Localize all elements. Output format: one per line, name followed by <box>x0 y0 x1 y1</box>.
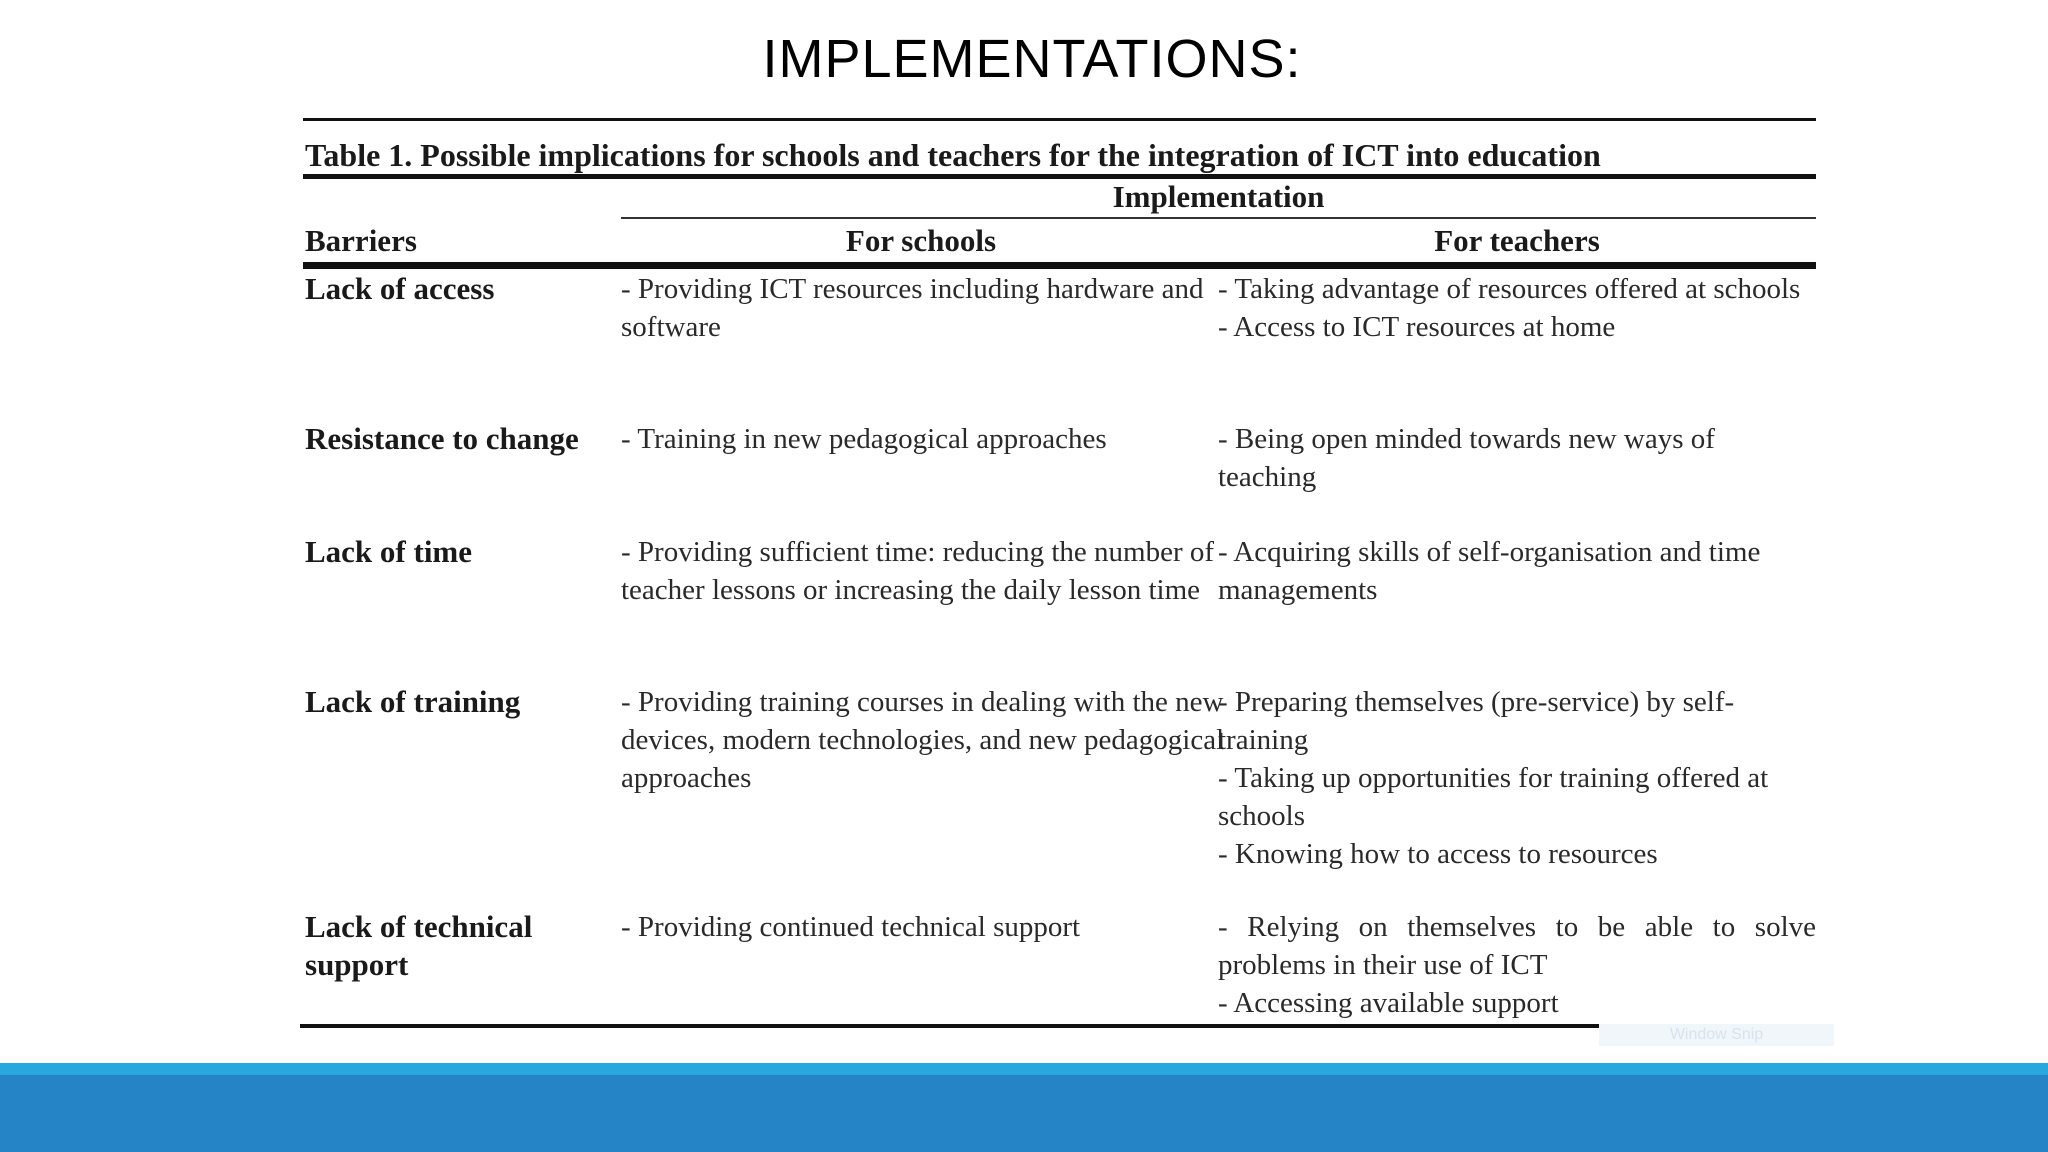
teachers-item: - Preparing themselves (pre-service) by self-training <box>1218 686 1735 756</box>
teachers-item: - Being open minded towards new ways of teaching <box>1218 423 1715 493</box>
table-bottom-rule <box>300 1024 1816 1028</box>
barrier-cell: Lack of technical support <box>305 909 533 982</box>
implementation-group-header: Implementation <box>1112 179 1325 214</box>
column-header-for-teachers: For teachers <box>1434 223 1600 258</box>
teachers-item: - Taking up opportunities for training offered at schools <box>1218 762 1769 832</box>
schools-cell: - Training in new pedagogical approaches <box>621 423 1107 455</box>
ict-implications-table <box>303 118 1816 1028</box>
table-top-rule <box>303 118 1816 121</box>
table-caption: Table 1. Possible implications for schools and teachers for the integration of ICT into education <box>305 137 1601 173</box>
teachers-cell <box>1218 908 1816 1022</box>
teachers-cell <box>1218 420 1816 496</box>
schools-cell: - Providing sufficient time: reducing the number of teacher lessons or increasing the daily lesson time <box>621 536 1215 606</box>
schools-cell: - Providing continued technical support <box>621 911 1081 943</box>
teachers-item: - Access to ICT resources at home <box>1218 311 1616 343</box>
barrier-cell: Lack of training <box>305 684 521 719</box>
barrier-cell: Lack of time <box>305 534 473 569</box>
column-header-barriers: Barriers <box>305 223 417 258</box>
teachers-cell <box>1218 270 1816 346</box>
barrier-cell: Resistance to change <box>305 421 579 456</box>
schools-cell: - Providing ICT resources including hardware and software <box>621 273 1204 343</box>
teachers-item: - Knowing how to access to resources <box>1218 838 1658 870</box>
footer-accent-stripe <box>0 1063 2048 1075</box>
teachers-cell <box>1218 533 1816 609</box>
window-snip-watermark: Window Snip <box>1599 1024 1834 1046</box>
implementation-group-rule <box>621 217 1816 219</box>
schools-cell: - Providing training courses in dealing with the new devices, modern technologies, and new pedagogical approaches <box>621 686 1225 794</box>
barrier-cell: Lack of access <box>305 271 495 306</box>
teachers-item: - Acquiring skills of self-organisation and time managements <box>1218 536 1761 606</box>
teachers-item: - Accessing available support <box>1218 987 1559 1019</box>
table-header-rule <box>303 262 1816 269</box>
teachers-item: - Relying on themselves to be able to solve problems in their use of ICT <box>1218 911 1816 981</box>
teachers-item: - Taking advantage of resources offered at schools <box>1218 273 1801 305</box>
column-header-for-schools: For schools <box>845 223 997 258</box>
footer-bar <box>0 1075 2048 1152</box>
teachers-cell <box>1218 683 1816 873</box>
slide-title: IMPLEMENTATIONS: <box>762 29 1302 89</box>
